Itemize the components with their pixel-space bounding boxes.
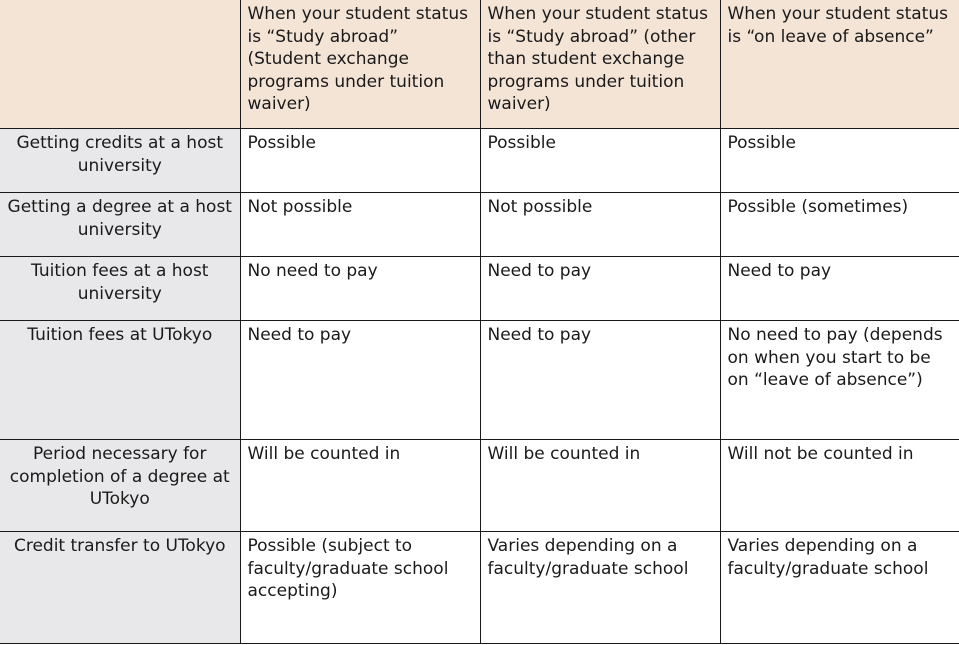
row-header-utokyo-tuition: Tuition fees at UTokyo — [0, 321, 240, 440]
row-header-degree: Getting a degree at a host university — [0, 193, 240, 257]
table-cell: Possible — [240, 129, 480, 193]
row-header-period: Period necessary for completion of a degree at UTokyo — [0, 440, 240, 532]
table-cell: Varies depending on a faculty/graduate school — [720, 532, 959, 644]
table-row — [0, 129, 959, 193]
table-cell: Need to pay — [480, 321, 720, 440]
table-cell: Will not be counted in — [720, 440, 959, 532]
table-cell: Need to pay — [480, 257, 720, 321]
table-row — [0, 321, 959, 440]
row-header-credits: Getting credits at a host university — [0, 129, 240, 193]
row-header-credit-transfer: Credit transfer to UTokyo — [0, 532, 240, 644]
table-cell: No need to pay (depends on when you start to be on “leave of absence”) — [720, 321, 959, 440]
table-row — [0, 193, 959, 257]
table-cell: Need to pay — [240, 321, 480, 440]
table-row — [0, 532, 959, 644]
table-cell: Will be counted in — [240, 440, 480, 532]
table-cell: Varies depending on a faculty/graduate school — [480, 532, 720, 644]
table-cell: Possible — [720, 129, 959, 193]
table-cell: Possible (sometimes) — [720, 193, 959, 257]
table-cell: Not possible — [480, 193, 720, 257]
table-cell: Possible (subject to faculty/graduate school accepting) — [240, 532, 480, 644]
table-cell: No need to pay — [240, 257, 480, 321]
corner-cell — [0, 0, 240, 129]
row-header-host-tuition: Tuition fees at a host university — [0, 257, 240, 321]
table-row — [0, 440, 959, 532]
column-header-study-abroad-exchange: When your student status is “Study abroad” (Student exchange programs under tuition waiver) — [240, 0, 480, 129]
header-row — [0, 0, 959, 129]
table-cell: Need to pay — [720, 257, 959, 321]
column-header-study-abroad-other: When your student status is “Study abroad” (other than student exchange programs under tuition waiver) — [480, 0, 720, 129]
column-header-leave-of-absence: When your student status is “on leave of absence” — [720, 0, 959, 129]
table-cell: Will be counted in — [480, 440, 720, 532]
table-cell: Not possible — [240, 193, 480, 257]
table-cell: Possible — [480, 129, 720, 193]
table-row — [0, 257, 959, 321]
